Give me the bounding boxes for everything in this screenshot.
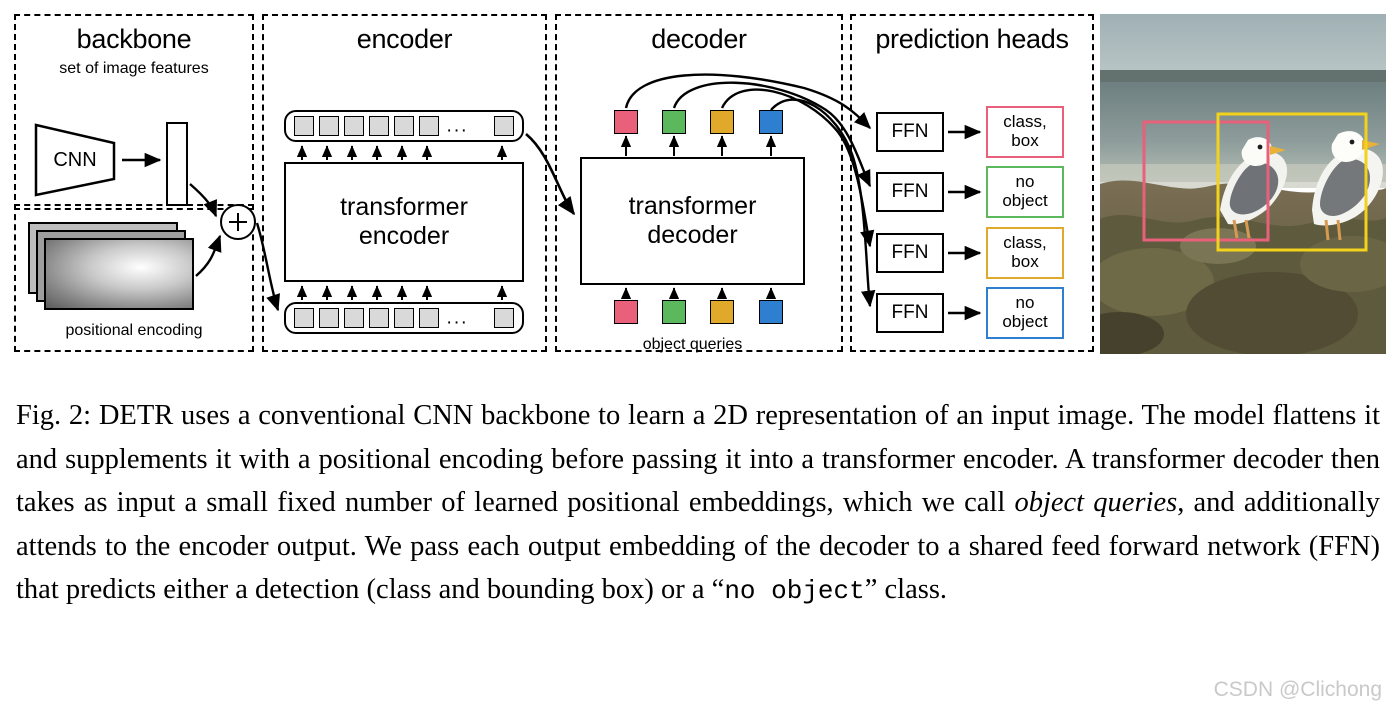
prediction-box-3-line2: box (1011, 252, 1039, 271)
object-query-box-3 (710, 300, 734, 324)
caption-part3: ” class. (864, 574, 948, 605)
caption-part2: , and additionally attends to the encoder output. We pass each output embedding of the decoder to a shared feed forward network (FFN) that predicts either a detection (class and bounding box) or a “ (16, 487, 1381, 605)
label-set-of-image-features: set of image features (59, 60, 209, 77)
prediction-box-4-line2: object (1002, 312, 1048, 331)
caption-italic-object-queries: object queries (1014, 487, 1178, 518)
encoder-token-row-bottom (284, 302, 524, 334)
prediction-box-3-line1: class, (1003, 233, 1047, 253)
sum-operator-icon (220, 204, 256, 240)
object-query-box-2 (662, 300, 686, 324)
encoder-token-row-top (284, 110, 524, 142)
prediction-box-1 (986, 106, 1064, 158)
decoder-output-box-3 (710, 110, 734, 134)
prediction-box-4-line1: no (1015, 293, 1035, 313)
prediction-box-2 (986, 166, 1064, 218)
transformer-decoder-line2: decoder (647, 221, 738, 249)
transformer-decoder-line1: transformer (628, 192, 757, 221)
detr-architecture-figure (14, 14, 1386, 354)
ffn-block-3: FFN (876, 233, 944, 273)
prediction-box-3 (986, 227, 1064, 279)
decoder-output-box-1 (614, 110, 638, 134)
cnn-label: CNN (53, 149, 97, 171)
seagull-photo-illustration (1100, 14, 1386, 354)
encoder-bottom-ellipsis: ··· (446, 312, 468, 333)
prediction-box-1-line1: class, (1003, 112, 1047, 132)
panel-encoder-title: encoder (356, 24, 453, 54)
ffn-block-4: FFN (876, 293, 944, 333)
transformer-decoder-block (580, 157, 805, 285)
prediction-box-2-line2: object (1002, 191, 1048, 210)
prediction-box-4 (986, 287, 1064, 339)
panel-prediction-heads-title: prediction heads (875, 24, 1069, 54)
prediction-box-1-line2: box (1011, 131, 1039, 150)
panel-decoder-title: decoder (651, 24, 747, 54)
object-query-box-4 (759, 300, 783, 324)
transformer-encoder-block (284, 162, 524, 282)
positional-encoding-map-1 (44, 238, 194, 310)
decoder-output-box-4 (759, 110, 783, 134)
transformer-encoder-line2: encoder (358, 222, 450, 250)
caption-mono-no-object: no object (724, 576, 865, 606)
image-feature-vector (166, 122, 188, 206)
encoder-top-ellipsis: ··· (446, 120, 468, 141)
label-positional-encoding: positional encoding (65, 322, 203, 339)
panel-backbone-title: backbone (76, 24, 192, 54)
watermark: CSDN @Clichong (1213, 678, 1382, 701)
figure-caption (16, 394, 1380, 614)
ffn-block-1: FFN (876, 112, 944, 152)
transformer-encoder-line1: transformer (340, 193, 468, 222)
decoder-output-box-2 (662, 110, 686, 134)
caption-part1: Fig. 2: DETR uses a conventional CNN backbone to learn a 2D representation of an input image. The model flattens it and supplements it with a positional encoding before passing it into a transformer encoder. A transformer decoder then takes as input a small fixed number of learned positional embeddings, which we call (16, 400, 1380, 518)
object-query-box-1 (614, 300, 638, 324)
prediction-box-2-line1: no (1015, 172, 1035, 192)
label-object-queries: object queries (642, 336, 743, 353)
result-photo (1100, 14, 1386, 354)
ffn-block-2: FFN (876, 172, 944, 212)
